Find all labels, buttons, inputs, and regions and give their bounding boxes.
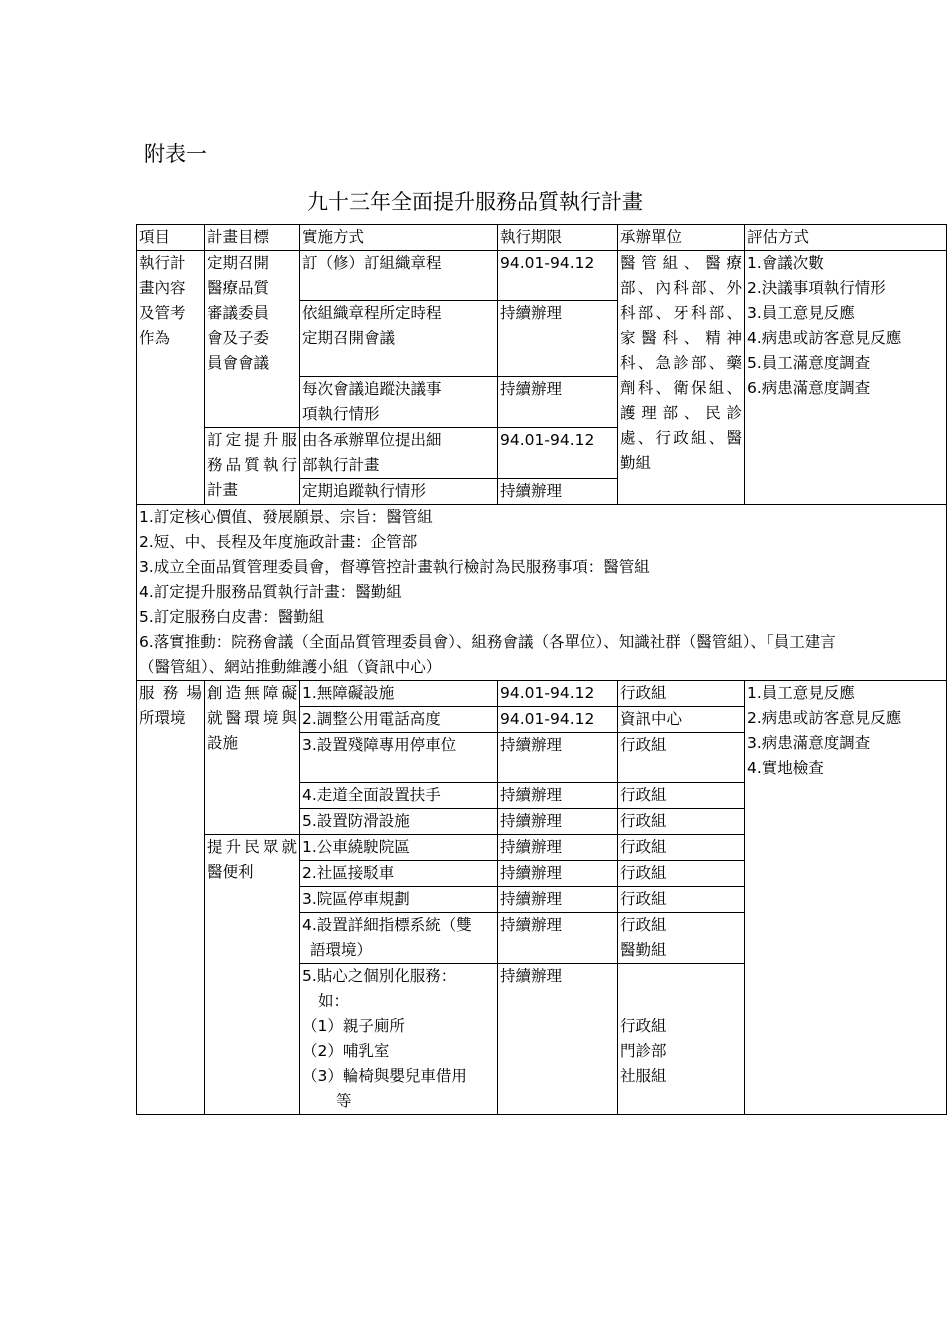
unit-cell: 行政組 [618, 861, 745, 887]
period-cell: 持續辦理 [498, 913, 618, 964]
header-evaluation: 評估方式 [745, 225, 947, 251]
header-unit: 承辦單位 [618, 225, 745, 251]
notes-row [137, 505, 947, 681]
header-period: 執行期限 [498, 225, 618, 251]
unit-cell: 行政組 門診部 社服組 [618, 964, 745, 1115]
unit-cell: 行政組 [618, 835, 745, 861]
section1-item: 執行計 畫內容 及管考 作為 [137, 251, 205, 505]
method-cell: 4.走道全面設置扶手 [300, 783, 498, 809]
period-cell: 94.01-94.12 [498, 707, 618, 733]
note-line: 5.訂定服務白皮書：醫勤組 [139, 608, 325, 626]
note-line: 1.訂定核心價值、發展願景、宗旨：醫管組 [139, 508, 433, 526]
period-cell: 持續辦理 [498, 301, 618, 377]
period-cell: 持續辦理 [498, 887, 618, 913]
section2-item: 服務場 所環境 [137, 681, 205, 1115]
notes-cell [137, 505, 947, 681]
method-cell: 1.無障礙設施 [300, 681, 498, 707]
section2-goal2: 提升民眾就 醫便利 [205, 835, 300, 1115]
note-line: 2.短、中、長程及年度施政計畫：企管部 [139, 533, 418, 551]
section2-evaluation: 1.員工意見反應 2.病患或訪客意見反應 3.病患滿意度調查 4.實地檢查 [745, 681, 947, 1115]
header-item: 項目 [137, 225, 205, 251]
period-cell: 94.01-94.12 [498, 251, 618, 301]
method-cell: 每次會議追蹤決議事 項執行情形 [300, 377, 498, 428]
period-cell: 持續辦理 [498, 809, 618, 835]
header-row [137, 225, 947, 251]
note-line: 4.訂定提升服務品質執行計畫：醫勤組 [139, 583, 402, 601]
period-cell: 持續辦理 [498, 377, 618, 428]
table-row [137, 251, 947, 301]
period-cell: 94.01-94.12 [498, 428, 618, 479]
section1-goal2: 訂定提升服 務品質執行 計畫 [205, 428, 300, 505]
plan-table [136, 224, 947, 1115]
period-cell: 持續辦理 [498, 835, 618, 861]
section1-units: 醫管組、醫療 部、內科部、外 科部、牙科部、 家醫科、精神 科、急診部、藥 劑科、衛保組、 護理部、民診 處、行政組、醫 勤組 [618, 251, 745, 505]
period-cell: 94.01-94.12 [498, 681, 618, 707]
method-cell: 5.設置防滑設施 [300, 809, 498, 835]
header-method: 實施方式 [300, 225, 498, 251]
period-cell: 持續辦理 [498, 479, 618, 505]
method-cell: 1.公車繞駛院區 [300, 835, 498, 861]
document-title: 九十三年全面提升服務品質執行計畫 [307, 190, 643, 214]
unit-cell: 行政組 醫勤組 [618, 913, 745, 964]
section2-goal1: 創造無障礙 就醫環境與 設施 [205, 681, 300, 835]
note-line: 6.落實推動：院務會議（全面品質管理委員會）、組務會議（各單位）、知識社群（醫管組）、「員工建言 [139, 633, 836, 651]
unit-cell: 行政組 [618, 783, 745, 809]
method-cell: 定期追蹤執行情形 [300, 479, 498, 505]
period-cell: 持續辦理 [498, 783, 618, 809]
annex-label: 附表一 [144, 142, 207, 166]
method-cell: 3.院區停車規劃 [300, 887, 498, 913]
table-row [137, 681, 947, 707]
unit-cell: 行政組 [618, 809, 745, 835]
section1-evaluation: 1.會議次數 2.決議事項執行情形 3.員工意見反應 4.病患或訪客意見反應 5.員工滿意度調查 6.病患滿意度調查 [745, 251, 947, 505]
period-cell: 持續辦理 [498, 733, 618, 783]
unit-cell: 行政組 [618, 887, 745, 913]
header-goal: 計畫目標 [205, 225, 300, 251]
method-cell: 5.貼心之個別化服務： 如： （1）親子廁所 （2）哺乳室 （3）輪椅與嬰兒車借用 等 [300, 964, 498, 1115]
unit-cell: 資訊中心 [618, 707, 745, 733]
note-line: 3.成立全面品質管理委員會，督導管控計畫執行檢討為民服務事項：醫管組 [139, 558, 650, 576]
method-cell: 2.社區接駁車 [300, 861, 498, 887]
method-cell: 3.設置殘障專用停車位 [300, 733, 498, 783]
method-cell: 訂（修）訂組織章程 [300, 251, 498, 301]
note-line: （醫管組）、網站推動維護小組（資訊中心） [139, 658, 442, 676]
method-cell: 2.調整公用電話高度 [300, 707, 498, 733]
method-cell: 由各承辦單位提出細 部執行計畫 [300, 428, 498, 479]
method-cell: 4.設置詳細指標系統（雙 語環境） [300, 913, 498, 964]
unit-cell: 行政組 [618, 733, 745, 783]
section1-goal1: 定期召開 醫療品質 審議委員 會及子委 員會會議 [205, 251, 300, 428]
period-cell: 持續辦理 [498, 964, 618, 1115]
unit-cell: 行政組 [618, 681, 745, 707]
method-cell: 依組織章程所定時程 定期召開會議 [300, 301, 498, 377]
period-cell: 持續辦理 [498, 861, 618, 887]
